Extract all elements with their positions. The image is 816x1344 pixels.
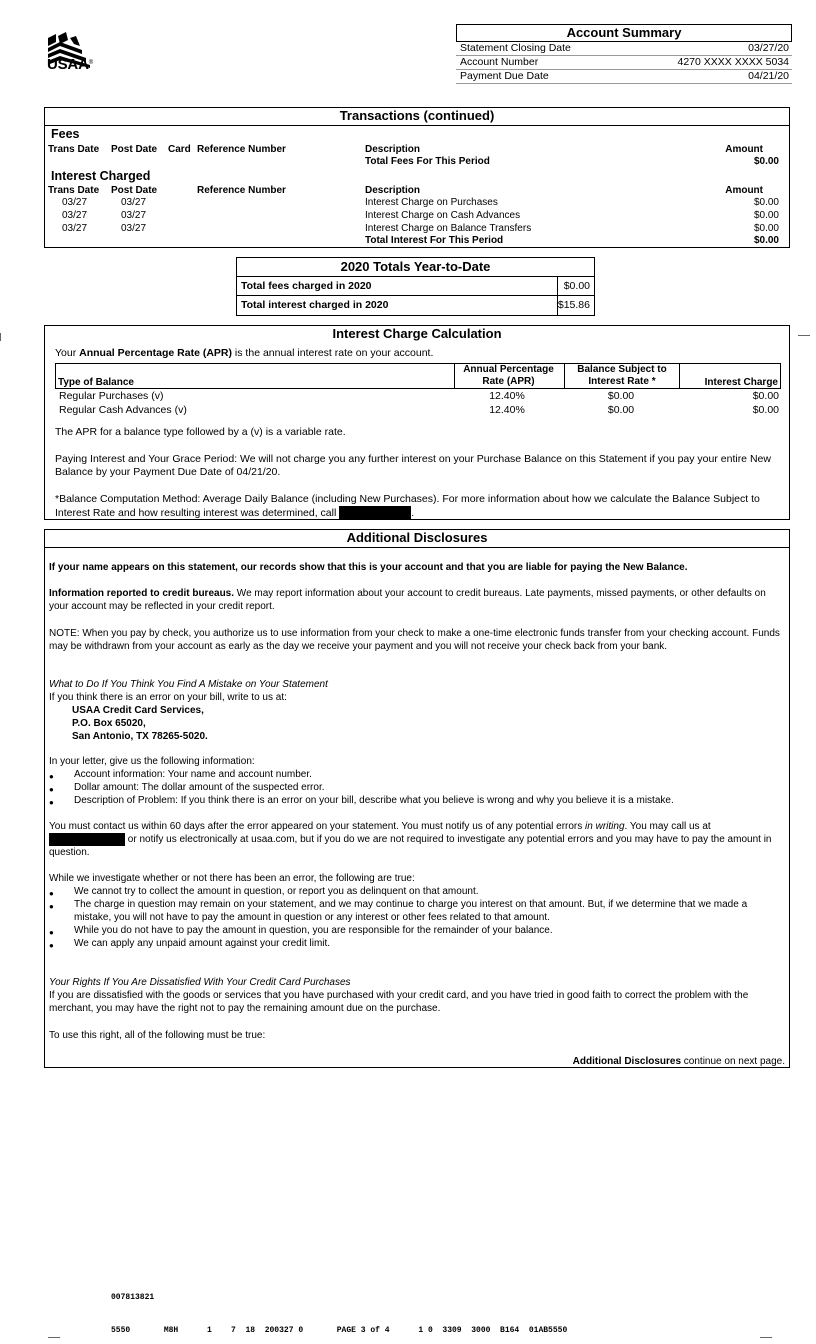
apr-intro: Your Annual Percentage Rate (APR) is the annual interest rate on your account.: [55, 347, 434, 359]
interest-col-amount: Amount: [725, 185, 763, 196]
col-balance-subject: Balance Subject to Interest Rate *: [564, 364, 680, 388]
interest-col-reference: Reference Number: [197, 185, 286, 196]
rate-row-type: Regular Cash Advances (v): [59, 404, 187, 416]
interest-row-amount: $0.00: [753, 223, 779, 234]
col-interest-charge: Interest Charge: [704, 377, 778, 388]
liability-statement: If your name appears on this statement, our records show that this is your account and that you are liable for paying the New Balance.: [49, 562, 688, 573]
interest-col-description: Description: [365, 185, 421, 196]
row-label: Account Number: [460, 56, 539, 68]
interest-row-post-date: 03/27: [121, 223, 147, 234]
interest-calc-title: Interest Charge Calculation: [332, 326, 502, 341]
interest-total-label: Total Interest For This Period: [365, 235, 504, 246]
row-value: 03/27/20: [748, 42, 789, 54]
fees-total-label: Total Fees For This Period: [365, 156, 490, 167]
mistake-intro: If you think there is an error on your bill, write to us at:: [49, 692, 287, 703]
total-fees-row: [237, 276, 594, 295]
rate-row: [55, 389, 781, 403]
total-fees-value: $0.00: [563, 280, 590, 292]
rate-row-apr: 12.40%: [489, 390, 525, 402]
total-interest-label: Total interest charged in 2020: [241, 299, 389, 311]
redacted-phone: [49, 833, 125, 846]
variable-rate-note: The APR for a balance type followed by a (v) is a variable rate.: [55, 426, 346, 438]
interest-charged-heading: Interest Charged: [51, 169, 151, 183]
mistake-heading: What to Do If You Think You Find A Mistake on Your Statement: [49, 679, 328, 690]
disclosures-title: Additional Disclosures: [45, 530, 789, 548]
credit-bureau-note: Information reported to credit bureaus. We may report information about your account to credit bureaus. Late payments, missed payments, or other defaults on your account may be reflected in your credit report.: [49, 588, 766, 612]
margin-tick: [0, 333, 1, 341]
rate-row-charge: $0.00: [752, 390, 779, 402]
investigate-intro: While we investigate whether or not there has been an error, the following are true:: [49, 873, 415, 884]
fees-col-card: Card: [168, 144, 191, 155]
account-summary-title: Account Summary: [456, 24, 792, 42]
fees-col-amount: Amount: [725, 144, 763, 155]
payment-due-date-row: [456, 70, 792, 84]
fees-col-description: Description: [365, 144, 421, 155]
interest-col-trans-date: Trans Date: [48, 185, 100, 196]
interest-total-value: $0.00: [753, 235, 779, 246]
margin-tick: [798, 335, 810, 336]
interest-row-amount: $0.00: [753, 197, 779, 208]
interest-row-trans-date: 03/27: [62, 223, 88, 234]
check-payment-note: NOTE: When you pay by check, you authorize us to use information from your check to make a one-time electronic funds transfer from your checking account. Funds may be withdrawn from your account as early as the day we receive your payment and you will not receive your check back from your bank.: [49, 628, 780, 652]
interest-col-post-date: Post Date: [111, 185, 158, 196]
totals-title: 2020 Totals Year-to-Date: [340, 259, 491, 274]
column-divider: [557, 276, 558, 315]
usaa-wordmark: USAA®: [47, 56, 93, 73]
row-value: 4270 XXXX XXXX 5034: [677, 56, 789, 68]
account-summary: [456, 24, 792, 84]
account-number-row: [456, 56, 792, 70]
interest-row-description: Interest Charge on Balance Transfers: [365, 223, 532, 234]
rate-row-subject: $0.00: [607, 390, 635, 402]
interest-row-description: Interest Charge on Cash Advances: [365, 210, 521, 221]
interest-charge-calculation: [44, 325, 790, 520]
fees-col-trans-date: Trans Date: [48, 144, 100, 155]
total-interest-value: $15.86: [557, 299, 590, 311]
continue-note: Additional Disclosures continue on next page.: [572, 1056, 785, 1067]
rate-row-charge: $0.00: [752, 404, 779, 416]
col-type: Type of Balance: [58, 377, 134, 388]
interest-rate-table: [55, 363, 781, 417]
interest-row-post-date: 03/27: [121, 210, 147, 221]
statement-closing-date-row: [456, 42, 792, 56]
rate-row-subject: $0.00: [607, 404, 635, 416]
additional-disclosures: Additional Disclosures If your name appears on this statement, our records show that this is your account and that you are liable for paying the New Balance. Information reported to credit bureaus. We may report information about your account to credit bureaus. Late payments, missed payments, or other defaults on your account may be reflected in your credit report. NOTE: When you pay by check, you authorize us to use information from your check to make a one-time electronic funds transfer from your checking account. Funds may be withdrawn from your account as early as the day we receive your payment and you will not receive your check back from your bank. What to Do If You Think You Find A Mistake on Your Statement If you think there is an error on your bill, write to us at: USAA Credit Card Services, P.O. Box 65020, San Antonio, TX 78265-5020. In your letter, give us the following information: ● Account information: Your name and account number. ● Dollar amount: The dollar amount of the suspected error. ● Description of Problem: If you think there is an error on your bill, describe what you believe is wrong and why you believe it is a mistake. You must contact us within 60 days after the error appeared on your statement. You must notify us of any potential errors in writing. You may call us at or notify us electronically at usaa.com, but if you do we are not required to investigate any potential errors and you may have to pay the amount in question. While we investigate whether or not there has been an error, the following are true: ● We cannot try to collect the amount in question, or report you as delinquent on that amount. ● The charge in question may remain on your statement, and we may continue to charge you interest on that amount. But, if we determine that we made a mistake, you will not have to pay the amount in question or any interest or other fees related to that amount. ● While you do not have to pay the amount in question, you are responsible for the remainder of your balance. ● We can apply any unpaid amount against your credit limit. Your Rights If You Are Dissatisfied With Your Credit Card Purchases If you are dissatisfied with the goods or services that you have purchased with your credit card, and you have tried in good faith to correct the problem with the merchant, you may have the right not to pay the remaining amount due on the purchase. To use this right, all of the following must be true: Additional Disclosures continue on next page.: [44, 529, 790, 1068]
rate-row-apr: 12.40%: [489, 404, 525, 416]
fees-col-reference: Reference Number: [197, 144, 286, 155]
use-right-intro: To use this right, all of the following must be true:: [49, 1030, 266, 1041]
rights-heading: Your Rights If You Are Dissatisfied With Your Credit Card Purchases: [49, 977, 351, 988]
interest-row-post-date: 03/27: [121, 197, 147, 208]
grace-period-note: Paying Interest and Your Grace Period: We will not charge you any further interest on your Purchase Balance on this Statement if you pay your entire New Balance by your Payment Due Date of 04/21/20.: [55, 453, 771, 478]
fees-col-post-date: Post Date: [111, 144, 158, 155]
rate-table-header: [55, 363, 781, 389]
mail-address-line: P.O. Box 65020,: [72, 718, 146, 729]
col-apr: Annual Percentage Rate (APR): [454, 364, 562, 388]
mail-address-line: USAA Credit Card Services,: [72, 705, 204, 716]
interest-row-description: Interest Charge on Purchases: [365, 197, 498, 208]
totals-year-to-date: [236, 257, 595, 316]
margin-tick: [760, 1337, 772, 1338]
redacted-phone: [339, 506, 411, 520]
letter-intro: In your letter, give us the following information:: [49, 756, 255, 767]
fees-total-value: $0.00: [753, 156, 779, 167]
margin-tick: [48, 1337, 60, 1338]
row-label: Statement Closing Date: [460, 42, 571, 54]
transactions-title: Transactions (continued): [45, 108, 789, 126]
transactions-section: [44, 107, 790, 248]
interest-row-trans-date: 03/27: [62, 197, 88, 208]
row-value: 04/21/20: [748, 70, 789, 82]
interest-row-trans-date: 03/27: [62, 210, 88, 221]
contact-deadline-note: You must contact us within 60 days after the error appeared on your statement. You must notify us of any potential errors in writing. You may call us at or notify us electronically at usaa.com, but if you do we are not required to investigate any potential errors and you may have to pay the amount in question.: [49, 821, 772, 859]
total-interest-row: [237, 295, 594, 314]
rights-text: If you are dissatisfied with the goods or services that you have purchased with your credit card, and you have tried in good faith to correct the problem with the merchant, you may have the right not to pay the remaining amount due on the purchase.: [49, 990, 749, 1014]
print-control-line: 5550 M8H 1 7 18 200327 0 PAGE 3 of 4 1 0 3309 3000 B164 01AB5550: [111, 1326, 568, 1335]
interest-row-amount: $0.00: [753, 210, 779, 221]
total-fees-label: Total fees charged in 2020: [241, 280, 372, 292]
rate-row-type: Regular Purchases (v): [59, 390, 164, 402]
document-code: 007813821: [111, 1293, 155, 1302]
row-label: Payment Due Date: [460, 70, 549, 82]
rate-row: [55, 403, 781, 417]
mail-address-line: San Antonio, TX 78265-5020.: [72, 731, 208, 742]
fees-heading: Fees: [51, 127, 80, 141]
balance-method-note: *Balance Computation Method: Average Daily Balance (including New Purchases). For more information about how we calculate the Balance Subject to Interest Rate and how resulting interest was determined, call .: [55, 493, 760, 519]
